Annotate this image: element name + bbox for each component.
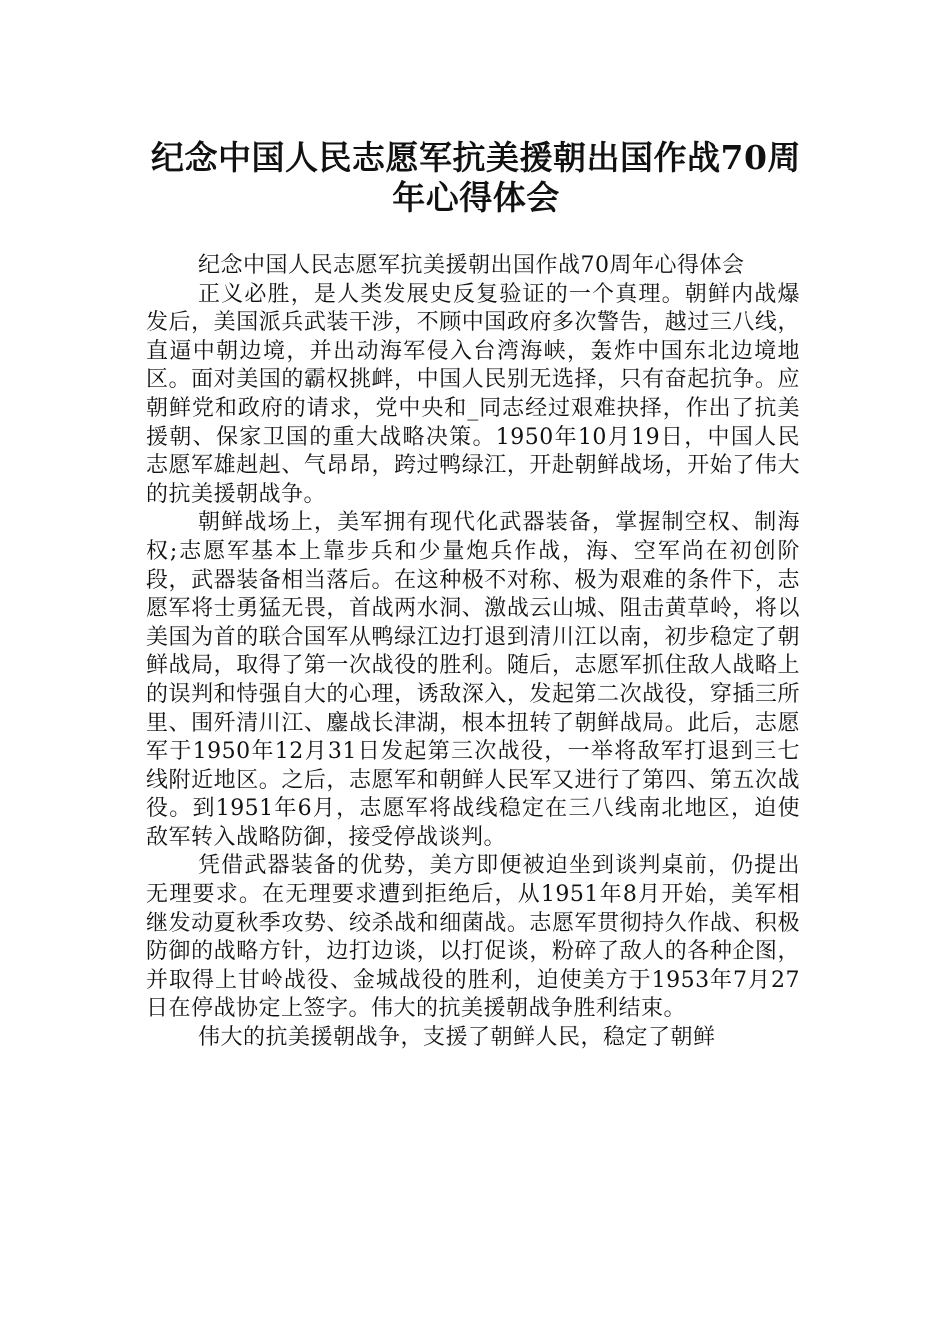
- paragraph-subtitle: 纪念中国人民志愿军抗美援朝出国作战70周年心得体会: [198, 253, 745, 278]
- document-body: [146, 252, 800, 1053]
- paragraph-intro: 正义必胜，是人类发展史反复验证的一个真理。朝鲜内战爆发后，美国派兵武装干涉，不顾中国政府多次警告，越过三八线，直逼中朝边境，并出动海军侵入台湾海峡，轰炸中国东北边境地区。面对美国的霸权挑衅，中国人民别无选择，只有奋起抗争。应朝鲜党和政府的请求，党中央和_同志经过艰难抉择，作出了抗美援朝、保家卫国的重大战略决策。1950年10月19日，中国人民志愿军雄赳赳、气昂昂，跨过鸭绿江，开赴朝鲜战场，开始了伟大的抗美援朝战争。: [146, 281, 800, 507]
- paragraph-battlefield: 朝鲜战场上，美军拥有现代化武器装备，掌握制空权、制海权;志愿军基本上靠步兵和少量炮兵作战，海、空军尚在初创阶段，武器装备相当落后。在这种极不对称、极为艰难的条件下，志愿军将士勇猛无畏，首战两水洞、激战云山城、阻击黄草岭，将以美国为首的联合国军从鸭绿江边打退到清川江以南，初步稳定了朝鲜战局，取得了第一次战役的胜利。随后，志愿军抓住敌人战略上的误判和恃强自大的心理，诱敌深入，发起第二次战役，穿插三所里、围歼清川江、鏖战长津湖，根本扭转了朝鲜战局。此后，志愿军于1950年12月31日发起第三次战役，一举将敌军打退到三七线附近地区。之后，志愿军和朝鲜人民军又进行了第四、第五次战役。到1951年6月，志愿军将战线稳定在三八线南北地区，迫使敌军转入战略防御，接受停战谈判。: [146, 510, 800, 850]
- paragraph-conclusion: 伟大的抗美援朝战争，支援了朝鲜人民，稳定了朝鲜: [198, 1025, 716, 1051]
- document-title: 纪念中国人民志愿军抗美援朝出国作战70周年心得体会: [151, 138, 801, 217]
- paragraph-negotiation: 凭借武器装备的优势，美方即便被迫坐到谈判桌前，仍提出无理要求。在无理要求遭到拒绝后，从1951年8月开始，美军相继发动夏秋季攻势、绞杀战和细菌战。志愿军贯彻持久作战、积极防御的战略方针，边打边谈，以打促谈，粉碎了敌人的各种企图，并取得上甘岭战役、金城战役的胜利，迫使美方于1953年7月27日在停战协定上签字。伟大的抗美援朝战争胜利结束。: [146, 853, 800, 1022]
